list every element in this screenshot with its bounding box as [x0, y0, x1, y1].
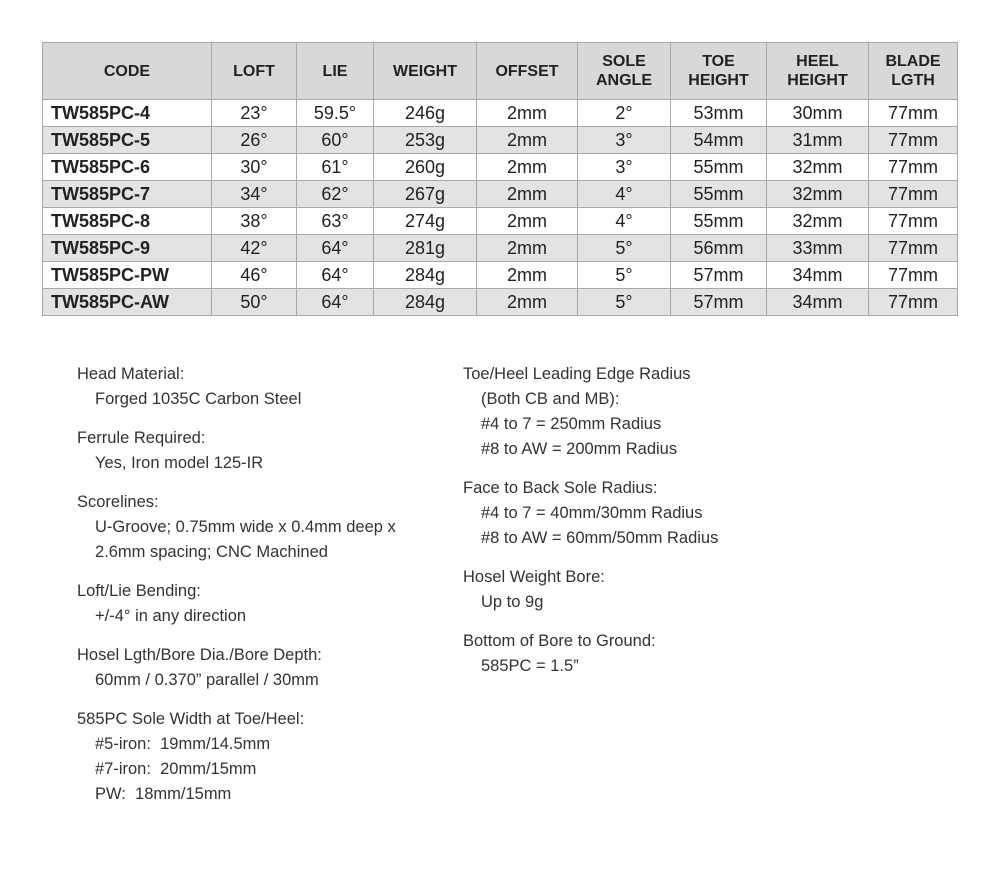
- spec-value: #4 to 7 = 40mm/30mm Radius #8 to AW = 60mm/50mm Radius: [481, 504, 719, 547]
- table-cell: 46°: [212, 262, 297, 289]
- table-cell: 2mm: [477, 154, 578, 181]
- spec-value: #5-iron: 19mm/14.5mm #7-iron: 20mm/15mm PW: 18mm/15mm: [95, 735, 271, 803]
- spec-value: 60mm / 0.370” parallel / 30mm: [95, 671, 319, 689]
- table-row: [43, 208, 958, 235]
- table-cell: 32mm: [767, 181, 869, 208]
- table-row: [43, 100, 958, 127]
- spec-item: [463, 362, 718, 462]
- table-cell: 64°: [297, 262, 374, 289]
- table-cell: 34mm: [767, 262, 869, 289]
- header-sole-angle: SOLE ANGLE: [578, 43, 671, 100]
- specs-left-column: [77, 362, 396, 821]
- table-cell-code: TW585PC-PW: [43, 262, 212, 289]
- table-cell: 63°: [297, 208, 374, 235]
- table-cell-code: TW585PC-5: [43, 127, 212, 154]
- spec-label: Hosel Weight Bore:: [463, 568, 605, 586]
- table-cell: 2mm: [477, 289, 578, 316]
- table-cell: 3°: [578, 154, 671, 181]
- table-cell: 64°: [297, 235, 374, 262]
- table-cell-code: TW585PC-AW: [43, 289, 212, 316]
- spec-item: [463, 476, 718, 551]
- table-cell: 2°: [578, 100, 671, 127]
- header-offset: OFFSET: [477, 43, 578, 100]
- spec-table: [42, 42, 958, 316]
- table-cell: 59.5°: [297, 100, 374, 127]
- table-cell: 274g: [374, 208, 477, 235]
- spec-label: Loft/Lie Bending:: [77, 582, 201, 600]
- table-cell: 31mm: [767, 127, 869, 154]
- table-cell: 23°: [212, 100, 297, 127]
- spec-label: Face to Back Sole Radius:: [463, 479, 658, 497]
- table-cell: 62°: [297, 181, 374, 208]
- table-cell: 34mm: [767, 289, 869, 316]
- table-cell: 32mm: [767, 154, 869, 181]
- table-cell: 60°: [297, 127, 374, 154]
- spec-item: [463, 629, 718, 679]
- spec-value: +/-4° in any direction: [95, 607, 247, 625]
- spec-label: Hosel Lgth/Bore Dia./Bore Depth:: [77, 646, 322, 664]
- table-cell: 281g: [374, 235, 477, 262]
- spec-value: 585PC = 1.5”: [481, 657, 579, 675]
- table-cell: 57mm: [671, 289, 767, 316]
- table-cell: 64°: [297, 289, 374, 316]
- spec-label: Bottom of Bore to Ground:: [463, 632, 656, 650]
- table-cell: 284g: [374, 289, 477, 316]
- spec-item: [77, 579, 396, 629]
- table-row: [43, 235, 958, 262]
- table-cell-code: TW585PC-6: [43, 154, 212, 181]
- table-cell: 2mm: [477, 208, 578, 235]
- table-cell: 5°: [578, 262, 671, 289]
- header-toe-height: TOE HEIGHT: [671, 43, 767, 100]
- table-cell: 54mm: [671, 127, 767, 154]
- table-cell: 77mm: [869, 289, 958, 316]
- spec-value: Forged 1035C Carbon Steel: [95, 390, 302, 408]
- table-cell: 77mm: [869, 262, 958, 289]
- table-cell-code: TW585PC-8: [43, 208, 212, 235]
- spec-value: Yes, Iron model 125-IR: [95, 454, 264, 472]
- table-cell: 5°: [578, 289, 671, 316]
- table-cell: 4°: [578, 208, 671, 235]
- table-cell: 38°: [212, 208, 297, 235]
- table-body: [43, 100, 958, 316]
- table-cell: 53mm: [671, 100, 767, 127]
- table-cell: 284g: [374, 262, 477, 289]
- table-cell: 55mm: [671, 181, 767, 208]
- spec-item: [77, 707, 396, 807]
- spec-label: 585PC Sole Width at Toe/Heel:: [77, 710, 305, 728]
- table-cell: 34°: [212, 181, 297, 208]
- table-cell: 3°: [578, 127, 671, 154]
- table-cell: 4°: [578, 181, 671, 208]
- table-cell: 61°: [297, 154, 374, 181]
- table-cell: 260g: [374, 154, 477, 181]
- table-cell: 77mm: [869, 181, 958, 208]
- header-code: CODE: [43, 43, 212, 100]
- spec-value: (Both CB and MB): #4 to 7 = 250mm Radius #8 to AW = 200mm Radius: [481, 390, 678, 458]
- table-cell: 26°: [212, 127, 297, 154]
- spec-value: U-Groove; 0.75mm wide x 0.4mm deep x 2.6mm spacing; CNC Machined: [95, 518, 396, 561]
- table-cell: 77mm: [869, 154, 958, 181]
- spec-item: [77, 362, 396, 412]
- table-cell: 56mm: [671, 235, 767, 262]
- table-cell: 77mm: [869, 100, 958, 127]
- table-row: [43, 127, 958, 154]
- table-header-row: [43, 43, 958, 100]
- header-loft: LOFT: [212, 43, 297, 100]
- spec-label: Head Material:: [77, 365, 185, 383]
- table-cell: 32mm: [767, 208, 869, 235]
- table-cell: 2mm: [477, 127, 578, 154]
- table-cell: 2mm: [477, 181, 578, 208]
- table-cell: 30mm: [767, 100, 869, 127]
- table-cell: 55mm: [671, 154, 767, 181]
- spec-item: [77, 490, 396, 565]
- table-cell: 77mm: [869, 208, 958, 235]
- spec-label: Ferrule Required:: [77, 429, 206, 447]
- specs-right-column: [463, 362, 718, 693]
- table-cell: 30°: [212, 154, 297, 181]
- spec-item: [77, 643, 396, 693]
- table-cell: 57mm: [671, 262, 767, 289]
- table-row: [43, 262, 958, 289]
- header-weight: WEIGHT: [374, 43, 477, 100]
- table-cell: 5°: [578, 235, 671, 262]
- spec-label: Scorelines:: [77, 493, 159, 511]
- table-cell: 246g: [374, 100, 477, 127]
- header-lie: LIE: [297, 43, 374, 100]
- table-row: [43, 289, 958, 316]
- header-blade-length: BLADE LGTH: [869, 43, 958, 100]
- table-cell: 2mm: [477, 262, 578, 289]
- table-cell-code: TW585PC-7: [43, 181, 212, 208]
- spec-item: [77, 426, 396, 476]
- table-cell-code: TW585PC-4: [43, 100, 212, 127]
- table-row: [43, 181, 958, 208]
- table-cell: 2mm: [477, 100, 578, 127]
- spec-value: Up to 9g: [481, 593, 544, 611]
- spec-item: [463, 565, 718, 615]
- table-cell: 50°: [212, 289, 297, 316]
- table-cell: 42°: [212, 235, 297, 262]
- header-heel-height: HEEL HEIGHT: [767, 43, 869, 100]
- table-cell: 33mm: [767, 235, 869, 262]
- table-cell: 253g: [374, 127, 477, 154]
- table-cell: 267g: [374, 181, 477, 208]
- table-row: [43, 154, 958, 181]
- table-cell-code: TW585PC-9: [43, 235, 212, 262]
- table-cell: 77mm: [869, 127, 958, 154]
- table-cell: 77mm: [869, 235, 958, 262]
- table-cell: 55mm: [671, 208, 767, 235]
- spec-label: Toe/Heel Leading Edge Radius: [463, 365, 691, 383]
- table-cell: 2mm: [477, 235, 578, 262]
